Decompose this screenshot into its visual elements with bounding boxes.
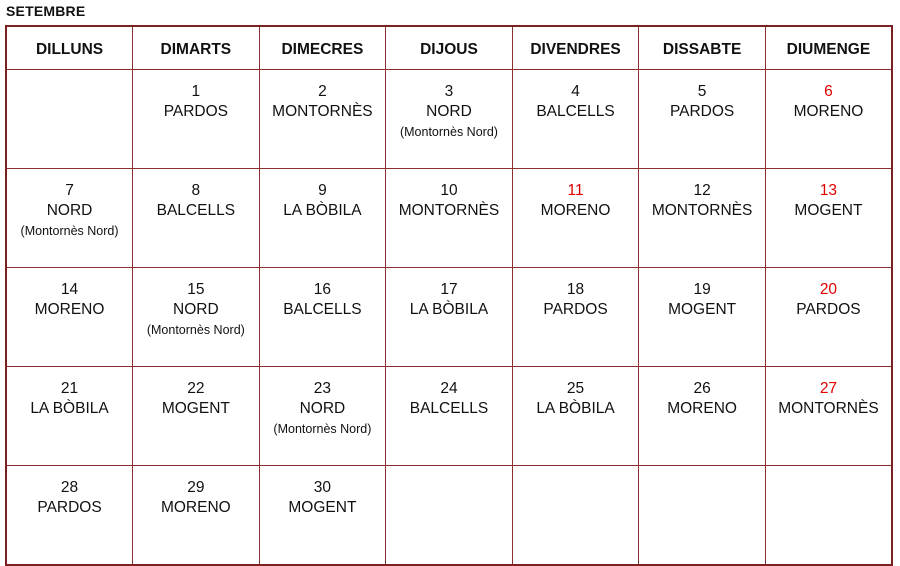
week-row: [6, 466, 892, 566]
day-number: 13: [819, 182, 838, 199]
day-number: 9: [318, 182, 327, 199]
day-cell: [386, 169, 513, 268]
pharmacy-name: LA BÒBILA: [30, 400, 109, 417]
day-cell: [133, 466, 260, 566]
weekday-header: DISSABTE: [639, 26, 766, 70]
day-number: 28: [60, 479, 79, 496]
day-cell: [259, 70, 386, 169]
day-cell: [133, 367, 260, 466]
month-title: SETEMBRE: [6, 3, 86, 19]
weekday-header: DIVENDRES: [512, 26, 639, 70]
day-cell: [259, 268, 386, 367]
pharmacy-name: MOGENT: [161, 400, 230, 417]
day-cell: [133, 268, 260, 367]
empty-day-cell: [6, 70, 133, 169]
day-cell: [386, 70, 513, 169]
day-number: 12: [693, 182, 711, 199]
day-number: 25: [566, 380, 585, 397]
day-number: 10: [440, 182, 458, 199]
pharmacy-name: NORD: [46, 202, 93, 219]
pharmacy-name: PARDOS: [796, 301, 861, 318]
week-row: [6, 169, 892, 268]
calendar-table: [5, 25, 893, 566]
pharmacy-name: LA BÒBILA: [409, 301, 489, 318]
empty-day-cell: [386, 466, 513, 566]
day-number: 6: [824, 83, 833, 100]
day-number: 7: [65, 182, 74, 199]
day-number: 4: [571, 83, 580, 100]
day-cell: [639, 169, 766, 268]
day-cell: [765, 367, 892, 466]
day-number: 26: [693, 380, 711, 397]
day-cell: [512, 70, 639, 169]
day-cell: [512, 169, 639, 268]
empty-day-cell: [512, 466, 639, 566]
day-number: 14: [60, 281, 79, 298]
day-number: 23: [313, 380, 332, 397]
empty-day-cell: [639, 466, 766, 566]
pharmacy-name: MONTORNÈS: [778, 400, 879, 417]
day-cell: [133, 169, 260, 268]
day-number: 11: [567, 182, 584, 199]
day-cell: [6, 268, 133, 367]
pharmacy-name: MONTORNÈS: [398, 202, 500, 219]
week-row: [6, 70, 892, 169]
day-number: 8: [191, 182, 201, 199]
pharmacy-name: BALCELLS: [536, 103, 615, 120]
day-number: 20: [819, 281, 838, 298]
day-number: 21: [60, 380, 79, 397]
day-number: 5: [697, 83, 707, 100]
day-cell: [639, 268, 766, 367]
pharmacy-name: MOGENT: [794, 202, 863, 219]
weekday-header: DIMECRES: [259, 26, 386, 70]
day-number: 2: [318, 83, 327, 100]
pharmacy-name: MONTORNÈS: [272, 103, 373, 120]
weekday-header: DILLUNS: [6, 26, 133, 70]
pharmacy-note: (Montornès Nord): [20, 224, 119, 238]
pharmacy-name: NORD: [173, 301, 219, 318]
day-cell: [386, 268, 513, 367]
weekday-header: DIUMENGE: [765, 26, 892, 70]
pharmacy-name: PARDOS: [163, 103, 228, 120]
day-number: 30: [313, 479, 332, 496]
pharmacy-name: NORD: [299, 400, 346, 417]
day-cell: [765, 169, 892, 268]
day-cell: [6, 466, 133, 566]
pharmacy-name: MORENO: [667, 400, 737, 417]
pharmacy-name: MOGENT: [288, 499, 357, 516]
day-number: 27: [819, 380, 838, 397]
day-number: 22: [187, 380, 205, 397]
weekday-header: DIJOUS: [386, 26, 513, 70]
week-row: [6, 367, 892, 466]
day-cell: [259, 367, 386, 466]
day-number: 1: [191, 83, 201, 100]
day-cell: [639, 367, 766, 466]
weekday-header-row: [6, 26, 892, 70]
day-number: 18: [566, 281, 585, 298]
day-cell: [259, 466, 386, 566]
day-cell: [259, 169, 386, 268]
pharmacy-name: MONTORNÈS: [651, 202, 753, 219]
day-cell: [765, 268, 892, 367]
calendar-body: [6, 70, 892, 566]
day-cell: [639, 70, 766, 169]
day-number: 17: [440, 281, 458, 298]
week-row: [6, 268, 892, 367]
pharmacy-note: (Montornès Nord): [146, 323, 245, 337]
pharmacy-name: MOGENT: [668, 301, 737, 318]
pharmacy-name: MORENO: [793, 103, 864, 120]
day-cell: [6, 169, 133, 268]
day-cell: [765, 70, 892, 169]
day-number: 3: [444, 83, 454, 100]
day-cell: [133, 70, 260, 169]
day-number: 24: [440, 380, 458, 397]
pharmacy-name: MORENO: [540, 202, 611, 219]
day-cell: [512, 268, 639, 367]
pharmacy-name: PARDOS: [543, 301, 608, 318]
day-cell: [6, 367, 133, 466]
pharmacy-name: LA BÒBILA: [283, 202, 362, 219]
empty-day-cell: [765, 466, 892, 566]
day-number: 29: [187, 479, 205, 496]
pharmacy-note: (Montornès Nord): [273, 422, 372, 436]
pharmacy-name: MORENO: [160, 499, 231, 516]
pharmacy-name: PARDOS: [669, 103, 735, 120]
day-cell: [386, 367, 513, 466]
day-cell: [512, 367, 639, 466]
day-number: 19: [693, 281, 711, 298]
pharmacy-name: PARDOS: [37, 499, 102, 516]
day-number: 15: [187, 281, 205, 298]
pharmacy-name: LA BÒBILA: [536, 400, 615, 417]
pharmacy-name: BALCELLS: [409, 400, 489, 417]
pharmacy-name: MORENO: [34, 301, 105, 318]
pharmacy-name: BALCELLS: [283, 301, 362, 318]
pharmacy-name: BALCELLS: [156, 202, 236, 219]
pharmacy-note: (Montornès Nord): [399, 125, 498, 139]
weekday-header: DIMARTS: [133, 26, 260, 70]
pharmacy-name: NORD: [426, 103, 472, 120]
day-number: 16: [313, 281, 332, 298]
